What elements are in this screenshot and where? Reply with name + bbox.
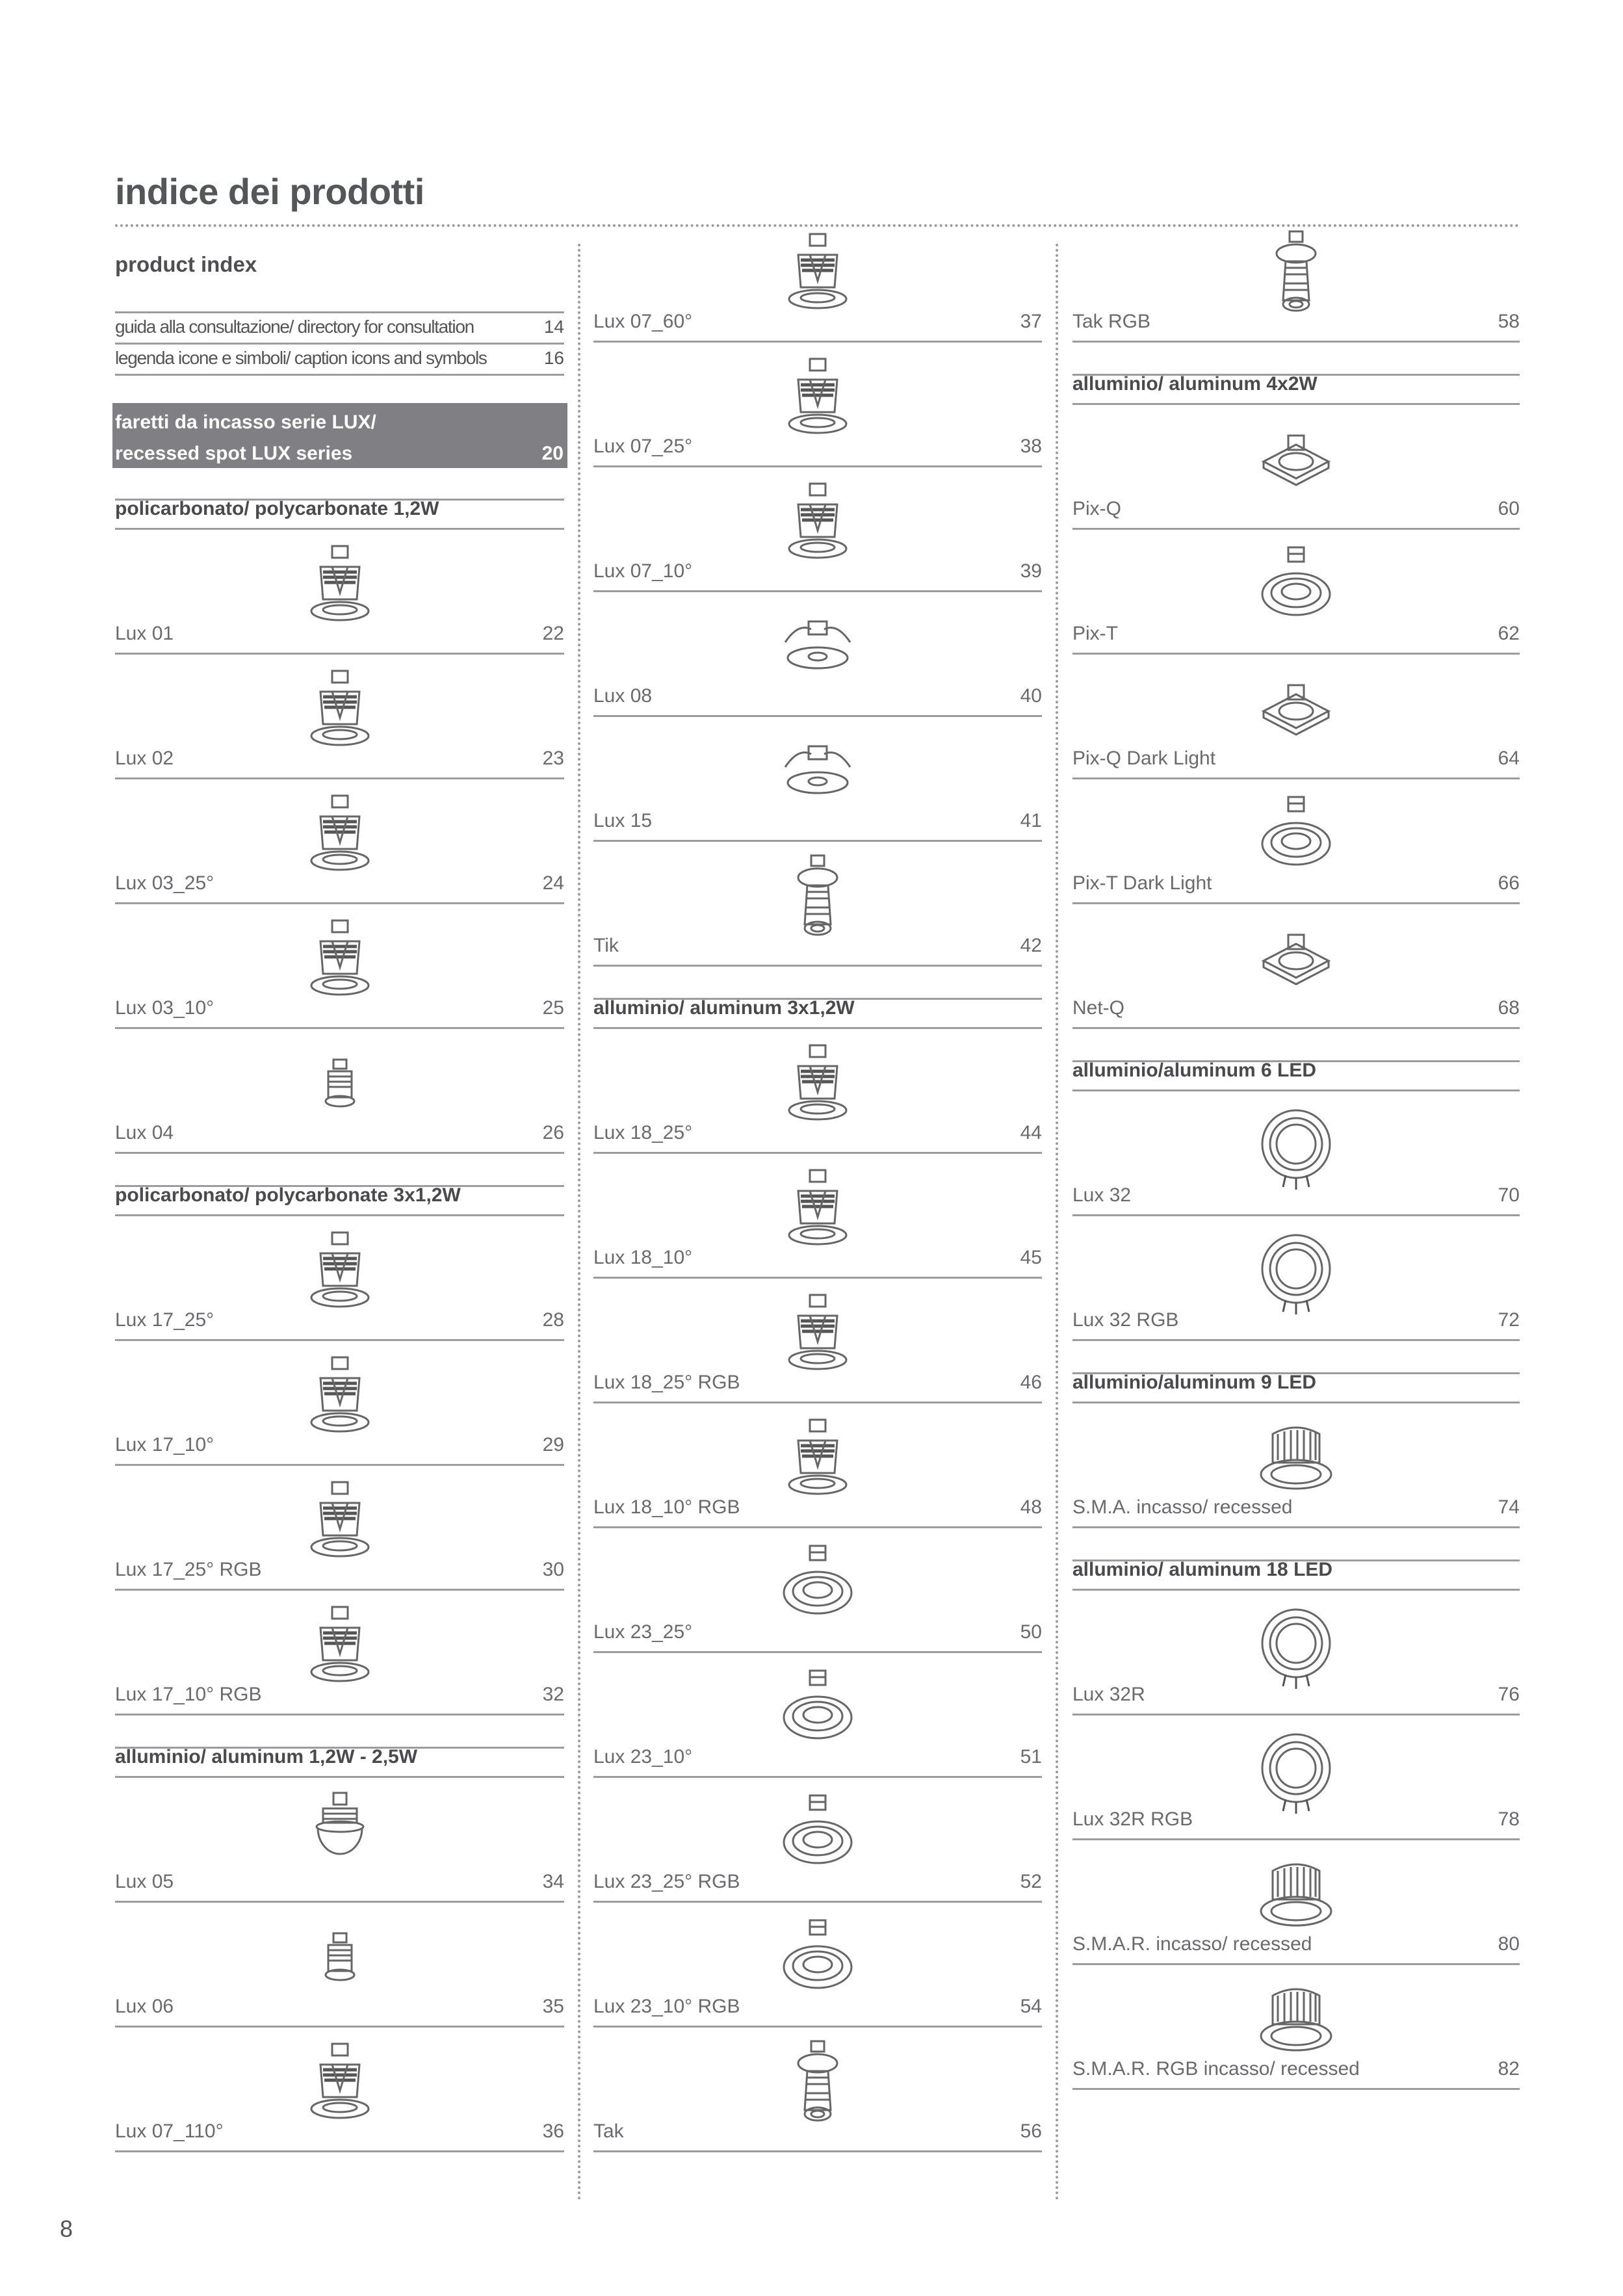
product-page: 78 (1498, 1808, 1520, 1830)
product-index-row[interactable] (1072, 1840, 1520, 1965)
product-name: Lux 04 (115, 1122, 174, 1143)
product-name: Lux 32 (1072, 1184, 1132, 1206)
product-index-row[interactable] (1072, 1965, 1520, 2090)
product-heatsink-icon (1257, 1976, 1335, 2067)
product-name: Lux 32 RGB (1072, 1309, 1179, 1331)
product-heatsink-icon (1257, 1851, 1335, 1942)
product-index-row[interactable] (593, 1029, 1042, 1154)
product-page: 30 (542, 1559, 564, 1580)
product-index-row[interactable] (593, 1403, 1042, 1528)
product-index-row[interactable] (115, 1466, 564, 1591)
product-name: Lux 07_25° (593, 436, 693, 457)
product-index-row[interactable] (593, 1778, 1042, 1903)
product-spot-icon (779, 478, 857, 569)
product-page: 34 (542, 1871, 564, 1892)
product-name: Lux 17_10° (115, 1434, 214, 1455)
product-page: 48 (1020, 1496, 1042, 1518)
product-index-row[interactable] (1072, 1216, 1520, 1341)
category-label: alluminio/aluminum 9 LED (1072, 1372, 1317, 1393)
product-name: Lux 18_25° RGB (593, 1372, 740, 1393)
product-name: Lux 03_10° (115, 997, 214, 1019)
product-name: Tik (593, 935, 619, 956)
product-index-row[interactable] (115, 2028, 564, 2152)
product-index-row[interactable] (115, 1029, 564, 1154)
product-index-row[interactable] (1072, 1715, 1520, 1840)
category-label: policarbonato/ polycarbonate 1,2W (115, 498, 439, 519)
product-page: 32 (542, 1684, 564, 1705)
product-page: 45 (1020, 1247, 1042, 1268)
product-disc-icon (1257, 1102, 1335, 1194)
category-label: alluminio/ aluminum 18 LED (1072, 1559, 1333, 1580)
product-index-row[interactable] (593, 218, 1042, 343)
product-spot-icon (779, 1040, 857, 1131)
product-tube-icon (779, 2039, 857, 2130)
product-name: Lux 32R (1072, 1684, 1145, 1705)
product-name: Pix-Q (1072, 498, 1121, 519)
product-page: 56 (1020, 2120, 1042, 2142)
product-index-row[interactable] (1072, 530, 1520, 655)
product-page: 26 (542, 1122, 564, 1143)
product-square-icon (1257, 915, 1335, 1006)
product-page: 22 (542, 623, 564, 644)
category-heading (1072, 1559, 1520, 1591)
product-index-row[interactable] (115, 1341, 564, 1466)
product-page: 80 (1498, 1933, 1520, 1955)
product-index-row[interactable] (593, 842, 1042, 967)
product-ring-icon (779, 1914, 857, 2005)
section-subtitle: product index (115, 252, 257, 276)
row-label: legenda icone e simboli/ caption icons and symbols (115, 348, 487, 368)
product-page: 70 (1498, 1184, 1520, 1206)
category-label: alluminio/ aluminum 4x2W (1072, 373, 1318, 395)
page-number: 8 (60, 2215, 73, 2242)
product-index-row[interactable] (1072, 218, 1520, 343)
product-index-row[interactable] (593, 1653, 1042, 1778)
product-index-row[interactable] (1072, 1591, 1520, 1715)
product-spot-icon (301, 541, 379, 632)
product-name: S.M.A. incasso/ recessed (1072, 1496, 1293, 1518)
intro-list (115, 311, 564, 376)
product-name: Lux 06 (115, 1996, 174, 2017)
product-mini-icon (301, 1914, 379, 2005)
product-page: 23 (542, 748, 564, 769)
product-page: 39 (1020, 560, 1042, 582)
product-spot-icon (301, 1602, 379, 1693)
product-name: Lux 17_25° RGB (115, 1559, 262, 1580)
product-name: Lux 05 (115, 1871, 174, 1892)
row-page: 14 (543, 317, 564, 337)
product-page: 62 (1498, 623, 1520, 644)
product-ring-icon (779, 1539, 857, 1630)
product-index-row[interactable] (593, 592, 1042, 717)
product-page: 40 (1020, 685, 1042, 707)
product-index-row[interactable] (593, 1903, 1042, 2028)
product-name: Tak (593, 2120, 624, 2142)
product-ring-icon (779, 1789, 857, 1880)
product-page: 35 (542, 1996, 564, 2017)
product-name: Lux 07_110° (115, 2120, 224, 2142)
category-heading (115, 499, 564, 530)
product-name: Pix-Q Dark Light (1072, 748, 1216, 769)
product-dome-icon (301, 1789, 379, 1880)
product-page: 37 (1020, 311, 1042, 332)
product-index-row[interactable] (115, 1903, 564, 2028)
product-page: 46 (1020, 1372, 1042, 1393)
product-name: Lux 18_10° (593, 1247, 693, 1268)
product-tube-icon (779, 853, 857, 944)
product-spot-icon (301, 790, 379, 881)
product-page: 66 (1498, 872, 1520, 894)
product-spot-icon (301, 666, 379, 757)
category-heading (115, 1747, 564, 1778)
product-page: 29 (542, 1434, 564, 1455)
product-page: 41 (1020, 810, 1042, 831)
category-heading (593, 998, 1042, 1029)
product-name: Lux 18_10° RGB (593, 1496, 740, 1518)
product-page: 60 (1498, 498, 1520, 519)
product-heatsink-icon (1257, 1415, 1335, 1506)
product-index-row[interactable] (593, 1154, 1042, 1279)
series-title-line1: faretti da incasso serie LUX/ (115, 411, 376, 433)
product-disc-icon (1257, 1727, 1335, 1818)
product-index-row[interactable] (593, 717, 1042, 842)
product-spot-icon (779, 1415, 857, 1506)
product-index-row[interactable] (115, 904, 564, 1029)
product-spot-icon (779, 1165, 857, 1256)
product-page: 36 (542, 2120, 564, 2142)
product-index-row[interactable] (1072, 1091, 1520, 1216)
product-name: Lux 23_25° (593, 1621, 693, 1643)
product-spot-icon (779, 1290, 857, 1381)
product-index-row[interactable] (115, 1591, 564, 1715)
product-page: 52 (1020, 1871, 1042, 1892)
product-name: Pix-T Dark Light (1072, 872, 1212, 894)
index-column-1 (115, 467, 564, 2152)
row-label: guida alla consultazione/ directory for consultation (115, 317, 474, 337)
product-page: 38 (1020, 436, 1042, 457)
product-spot-icon (301, 1227, 379, 1318)
category-heading (115, 1185, 564, 1216)
column-divider (1056, 244, 1058, 2202)
product-name: S.M.A.R. incasso/ recessed (1072, 1933, 1312, 1955)
product-page: 51 (1020, 1746, 1042, 1768)
product-page: 76 (1498, 1684, 1520, 1705)
product-spot-icon (779, 354, 857, 445)
product-mini-icon (301, 1040, 379, 1131)
product-index-row[interactable] (115, 1216, 564, 1341)
product-name: Lux 17_10° RGB (115, 1684, 262, 1705)
column-divider (578, 244, 580, 2202)
product-index-row[interactable] (1072, 904, 1520, 1029)
product-name: Lux 07_60° (593, 311, 693, 332)
product-name: Tak RGB (1072, 311, 1151, 332)
series-page: 20 (541, 443, 564, 464)
product-page: 74 (1498, 1496, 1520, 1518)
index-row-guide[interactable] (115, 313, 564, 345)
product-index-row[interactable] (115, 530, 564, 655)
product-name: Lux 08 (593, 685, 653, 707)
product-name: Lux 23_10° (593, 1746, 693, 1768)
product-index-row[interactable] (593, 343, 1042, 467)
index-column-2 (593, 218, 1042, 2152)
page-title: indice dei prodotti (115, 171, 424, 212)
category-heading (1072, 1060, 1520, 1091)
series-section-box[interactable] (112, 403, 567, 468)
category-label: alluminio/ aluminum 1,2W - 2,5W (115, 1746, 418, 1768)
index-column-3 (1072, 218, 1520, 2090)
product-name: S.M.A.R. RGB incasso/ recessed (1072, 2058, 1360, 2080)
product-index-row[interactable] (1072, 1403, 1520, 1528)
row-page: 16 (543, 348, 564, 368)
product-index-row[interactable] (1072, 405, 1520, 530)
product-index-row[interactable] (593, 467, 1042, 592)
product-index-row[interactable] (593, 1528, 1042, 1653)
product-index-row[interactable] (115, 1778, 564, 1903)
product-page: 82 (1498, 2058, 1520, 2080)
product-index-row[interactable] (1072, 779, 1520, 904)
product-page: 64 (1498, 748, 1520, 769)
product-disc-icon (1257, 1602, 1335, 1693)
product-disc-icon (1257, 1227, 1335, 1318)
product-name: Lux 17_25° (115, 1309, 214, 1331)
category-label: policarbonato/ polycarbonate 3x1,2W (115, 1184, 461, 1206)
product-ring-icon (779, 1664, 857, 1755)
product-ring-icon (1257, 790, 1335, 881)
category-heading (1072, 1372, 1520, 1403)
series-title-line2: recessed spot LUX series (115, 443, 353, 464)
product-page: 44 (1020, 1122, 1042, 1143)
product-name: Lux 23_25° RGB (593, 1871, 740, 1892)
product-index-row[interactable] (1072, 655, 1520, 779)
product-name: Pix-T (1072, 623, 1118, 644)
product-square-icon (1257, 416, 1335, 507)
product-spot-icon (779, 229, 857, 320)
product-page: 25 (542, 997, 564, 1019)
product-tube-icon (1257, 229, 1335, 320)
product-name: Lux 03_25° (115, 872, 214, 894)
product-name: Lux 18_25° (593, 1122, 693, 1143)
product-index-row[interactable] (115, 779, 564, 904)
product-name: Lux 01 (115, 623, 174, 644)
product-spot-icon (301, 1352, 379, 1443)
product-page: 24 (542, 872, 564, 894)
product-index-row[interactable] (593, 2028, 1042, 2152)
product-spot-icon (301, 2039, 379, 2130)
category-label: alluminio/ aluminum 3x1,2W (593, 997, 855, 1019)
product-index-row[interactable] (115, 655, 564, 779)
product-name: Lux 07_10° (593, 560, 693, 582)
product-page: 50 (1020, 1621, 1042, 1643)
product-page: 42 (1020, 935, 1042, 956)
product-square-icon (1257, 666, 1335, 757)
product-page: 54 (1020, 1996, 1042, 2017)
product-name: Lux 32R RGB (1072, 1808, 1193, 1830)
product-ring-icon (1257, 541, 1335, 632)
product-name: Lux 23_10° RGB (593, 1996, 740, 2017)
product-page: 58 (1498, 311, 1520, 332)
category-heading (1072, 374, 1520, 405)
product-page: 72 (1498, 1309, 1520, 1331)
product-name: Lux 02 (115, 748, 174, 769)
product-clip-icon (779, 603, 857, 694)
index-row-legend[interactable] (115, 345, 564, 376)
product-spot-icon (301, 1477, 379, 1568)
product-index-row[interactable] (593, 1279, 1042, 1403)
product-spot-icon (301, 915, 379, 1006)
product-page: 28 (542, 1309, 564, 1331)
category-label: alluminio/aluminum 6 LED (1072, 1060, 1317, 1081)
product-name: Net-Q (1072, 997, 1125, 1019)
product-page: 68 (1498, 997, 1520, 1019)
product-clip-icon (779, 728, 857, 819)
product-name: Lux 15 (593, 810, 653, 831)
